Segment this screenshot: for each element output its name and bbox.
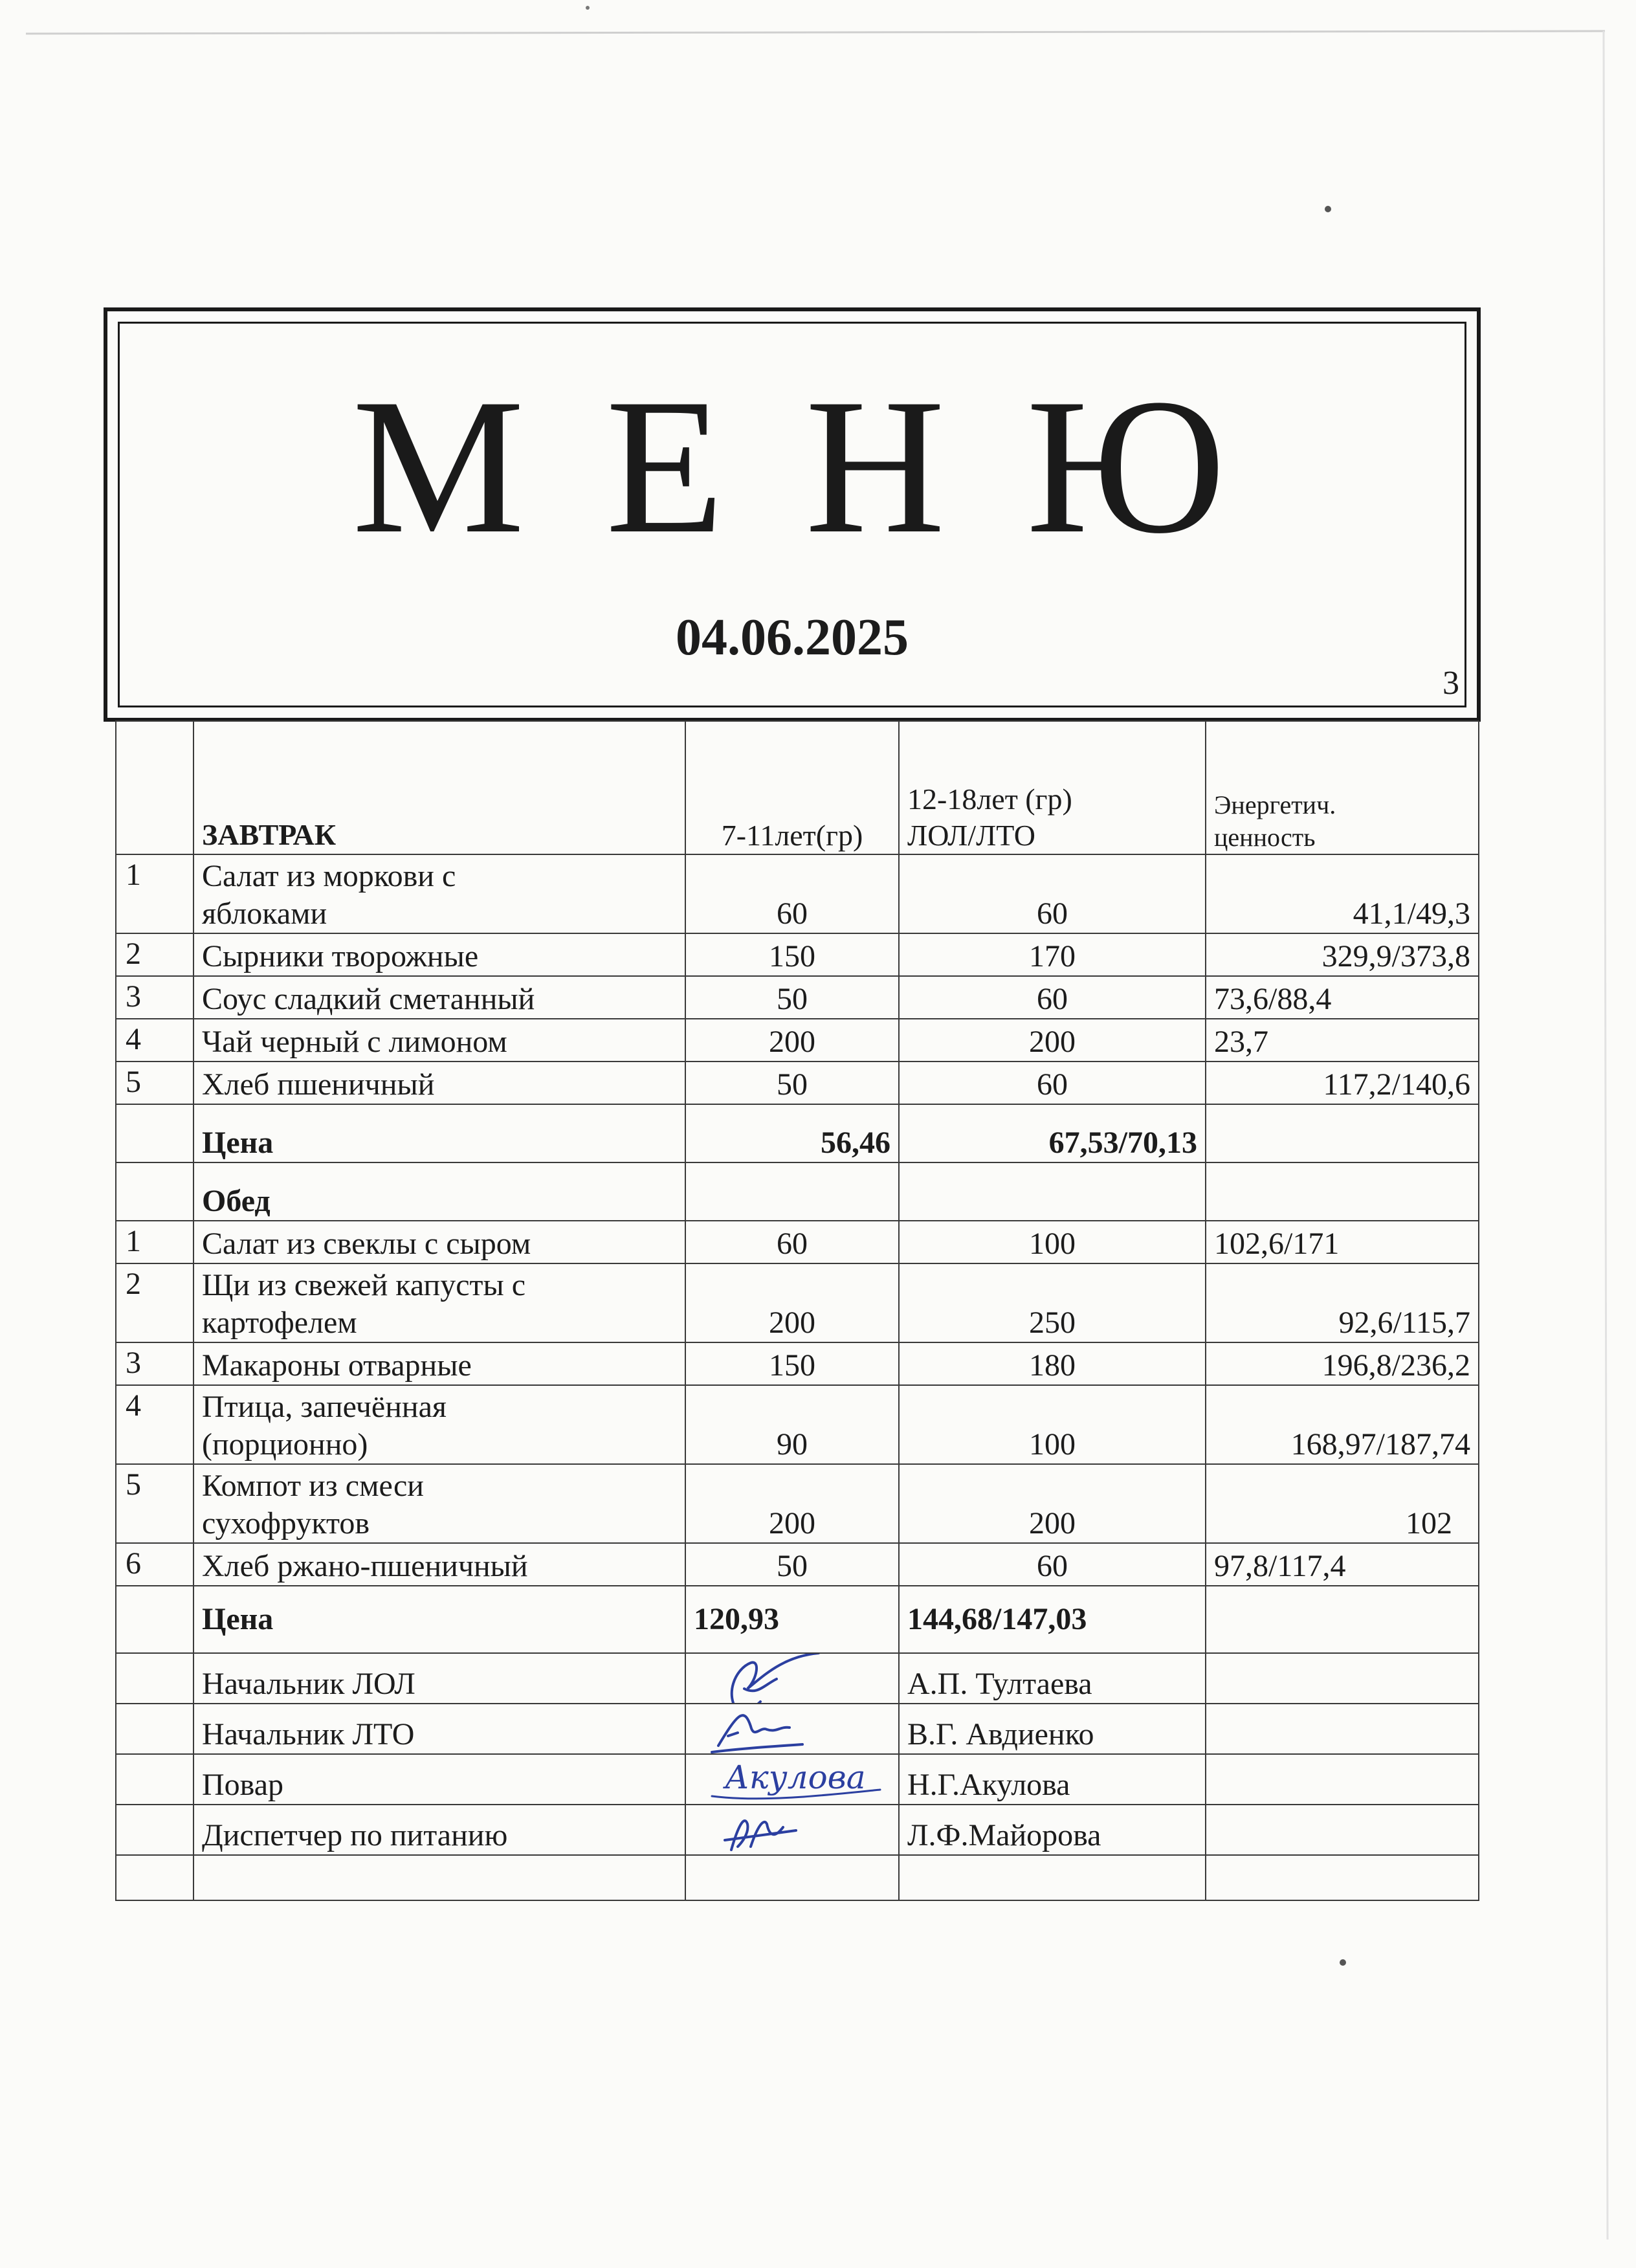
item-portion-a: 200 xyxy=(685,1263,899,1342)
empty-cell xyxy=(116,1586,193,1653)
item-portion-a: 150 xyxy=(685,933,899,976)
empty-cell xyxy=(1206,1586,1479,1653)
table-header-row xyxy=(116,721,1479,854)
signature-cell xyxy=(685,1805,899,1855)
table-row xyxy=(116,1543,1479,1586)
item-number: 3 xyxy=(116,976,193,1019)
handwritten-signature-1 xyxy=(699,1653,828,1704)
empty-cell xyxy=(193,1855,685,1900)
menu-header-box xyxy=(104,307,1481,722)
price-number-cell xyxy=(116,1104,193,1162)
item-energy: 102,6/171 xyxy=(1206,1221,1479,1263)
signature-row xyxy=(116,1704,1479,1754)
signature-cell xyxy=(685,1704,899,1754)
empty-cell xyxy=(1206,1704,1479,1754)
breakfast-heading: ЗАВТРАК xyxy=(202,818,337,851)
item-name: Сырники творожные xyxy=(193,933,685,976)
item-portion-a: 150 xyxy=(685,1342,899,1385)
handwritten-signature-3 xyxy=(699,1754,893,1805)
signature-role: Начальник ЛОЛ xyxy=(193,1653,685,1704)
table-row xyxy=(116,1385,1479,1464)
signature-name: В.Г. Авдиенко xyxy=(899,1704,1206,1754)
item-name xyxy=(193,1385,685,1464)
item-portion-b: 60 xyxy=(899,854,1206,933)
item-name xyxy=(193,1464,685,1543)
signature-row xyxy=(116,1653,1479,1704)
item-name-line2: яблоками xyxy=(202,896,327,931)
item-number: 1 xyxy=(116,854,193,933)
table-row xyxy=(116,854,1479,933)
lunch-heading-row xyxy=(116,1162,1479,1221)
item-name: Макароны отварные xyxy=(193,1342,685,1385)
menu-date: 04.06.2025 xyxy=(676,609,909,666)
item-portion-b: 200 xyxy=(899,1464,1206,1543)
item-name: Салат из свеклы с сыром xyxy=(193,1221,685,1263)
empty-cell xyxy=(116,1754,193,1805)
empty-cell xyxy=(116,1653,193,1704)
item-name-line1: Компот из смеси xyxy=(202,1469,424,1503)
signature-role: Начальник ЛТО xyxy=(193,1704,685,1754)
empty-cell xyxy=(116,1805,193,1855)
empty-cell xyxy=(1206,1754,1479,1805)
lunch-price-a: 120,93 xyxy=(685,1586,899,1653)
empty-cell xyxy=(1206,1805,1479,1855)
breakfast-price-row xyxy=(116,1104,1479,1162)
item-portion-a: 90 xyxy=(685,1385,899,1464)
signature-name: Л.Ф.Майорова xyxy=(899,1805,1206,1855)
lunch-price-b: 144,68/147,03 xyxy=(899,1586,1206,1653)
table-row xyxy=(116,1342,1479,1385)
lunch-heading: Обед xyxy=(193,1162,685,1221)
item-portion-a: 50 xyxy=(685,1543,899,1586)
item-number: 1 xyxy=(116,1221,193,1263)
header-cell-number xyxy=(116,721,193,854)
column-age-12-18: 12-18лет (гр) xyxy=(907,783,1072,816)
item-portion-b: 100 xyxy=(899,1385,1206,1464)
item-name-line2: сухофруктов xyxy=(202,1506,370,1540)
item-energy: 102 xyxy=(1206,1464,1479,1543)
empty-cell xyxy=(685,1162,899,1221)
empty-cell xyxy=(1206,1162,1479,1221)
breakfast-price-b: 67,53/70,13 xyxy=(899,1104,1206,1162)
breakfast-price-a: 56,46 xyxy=(685,1104,899,1162)
table-row xyxy=(116,1019,1479,1062)
signature-row xyxy=(116,1754,1479,1805)
item-portion-a: 200 xyxy=(685,1019,899,1062)
item-number: 3 xyxy=(116,1342,193,1385)
handwritten-signature-4 xyxy=(699,1805,828,1855)
header-cell-age-a xyxy=(685,721,899,854)
item-portion-b: 250 xyxy=(899,1263,1206,1342)
empty-cell xyxy=(685,1855,899,1900)
item-name-line1: Щи из свежей капусты с xyxy=(202,1268,526,1302)
item-energy: 41,1/49,3 xyxy=(1206,854,1479,933)
signature-cell xyxy=(685,1754,899,1805)
column-energy-line2: ценность xyxy=(1214,823,1316,852)
signature-name: А.П. Тултаева xyxy=(899,1653,1206,1704)
item-portion-b: 60 xyxy=(899,976,1206,1019)
item-energy: 168,97/187,74 xyxy=(1206,1385,1479,1464)
item-number: 4 xyxy=(116,1019,193,1062)
table-row xyxy=(116,976,1479,1019)
item-energy: 23,7 xyxy=(1206,1019,1479,1062)
column-age-12-18-camp: ЛОЛ/ЛТО xyxy=(907,819,1036,852)
signature-row xyxy=(116,1805,1479,1855)
item-name xyxy=(193,1263,685,1342)
item-energy: 92,6/115,7 xyxy=(1206,1263,1479,1342)
handwritten-signature-2 xyxy=(699,1704,828,1754)
table-row-empty xyxy=(116,1855,1479,1900)
signature-3-text: Акулова xyxy=(725,1759,866,1796)
item-name-line1: Салат из моркови с xyxy=(202,859,456,893)
item-portion-a: 200 xyxy=(685,1464,899,1543)
signature-cell xyxy=(685,1653,899,1704)
item-energy: 117,2/140,6 xyxy=(1206,1062,1479,1104)
item-name: Соус сладкий сметанный xyxy=(193,976,685,1019)
item-number: 6 xyxy=(116,1543,193,1586)
item-number: 2 xyxy=(116,933,193,976)
empty-cell xyxy=(899,1855,1206,1900)
item-number: 2 xyxy=(116,1263,193,1342)
menu-header-inner-frame xyxy=(118,322,1466,707)
table-row xyxy=(116,1464,1479,1543)
item-number: 4 xyxy=(116,1385,193,1464)
item-energy: 73,6/88,4 xyxy=(1206,976,1479,1019)
table-row xyxy=(116,1263,1479,1342)
signature-role: Повар xyxy=(193,1754,685,1805)
item-portion-a: 60 xyxy=(685,854,899,933)
menu-title: М Е Н Ю xyxy=(352,359,1232,573)
empty-cell xyxy=(116,1855,193,1900)
signature-role: Диспетчер по питанию xyxy=(193,1805,685,1855)
breakfast-price-label: Цена xyxy=(193,1104,685,1162)
item-portion-b: 60 xyxy=(899,1062,1206,1104)
item-name: Хлеб ржано-пшеничный xyxy=(193,1543,685,1586)
item-energy: 196,8/236,2 xyxy=(1206,1342,1479,1385)
item-number: 5 xyxy=(116,1464,193,1543)
item-portion-b: 60 xyxy=(899,1543,1206,1586)
menu-table xyxy=(115,720,1479,1901)
header-cell-age-b xyxy=(899,721,1206,854)
item-number: 5 xyxy=(116,1062,193,1104)
item-portion-b: 170 xyxy=(899,933,1206,976)
item-name: Чай черный с лимоном xyxy=(193,1019,685,1062)
empty-cell xyxy=(116,1162,193,1221)
item-name: Хлеб пшеничный xyxy=(193,1062,685,1104)
item-name-line2: картофелем xyxy=(202,1306,357,1340)
table-row xyxy=(116,1062,1479,1104)
item-portion-b: 100 xyxy=(899,1221,1206,1263)
column-energy-line1: Энергетич. xyxy=(1214,790,1336,819)
header-cell-energy xyxy=(1206,721,1479,854)
lunch-price-row xyxy=(116,1586,1479,1653)
item-portion-a: 60 xyxy=(685,1221,899,1263)
item-name-line2: (порционно) xyxy=(202,1427,368,1462)
empty-cell xyxy=(116,1704,193,1754)
signature-name: Н.Г.Акулова xyxy=(899,1754,1206,1805)
column-age-7-11: 7-11лет(гр) xyxy=(721,819,863,852)
item-portion-a: 50 xyxy=(685,1062,899,1104)
price-energy-cell xyxy=(1206,1104,1479,1162)
empty-cell xyxy=(1206,1855,1479,1900)
item-portion-b: 200 xyxy=(899,1019,1206,1062)
item-name-line1: Птица, запечённая xyxy=(202,1390,447,1424)
empty-cell xyxy=(899,1162,1206,1221)
item-name xyxy=(193,854,685,933)
empty-cell xyxy=(1206,1653,1479,1704)
item-energy: 329,9/373,8 xyxy=(1206,933,1479,976)
table-row xyxy=(116,933,1479,976)
lunch-price-label: Цена xyxy=(193,1586,685,1653)
header-cell-meal xyxy=(193,721,685,854)
item-portion-b: 180 xyxy=(899,1342,1206,1385)
table-row xyxy=(116,1221,1479,1263)
page-number: 3 xyxy=(1443,665,1459,702)
item-energy: 97,8/117,4 xyxy=(1206,1543,1479,1586)
item-portion-a: 50 xyxy=(685,976,899,1019)
